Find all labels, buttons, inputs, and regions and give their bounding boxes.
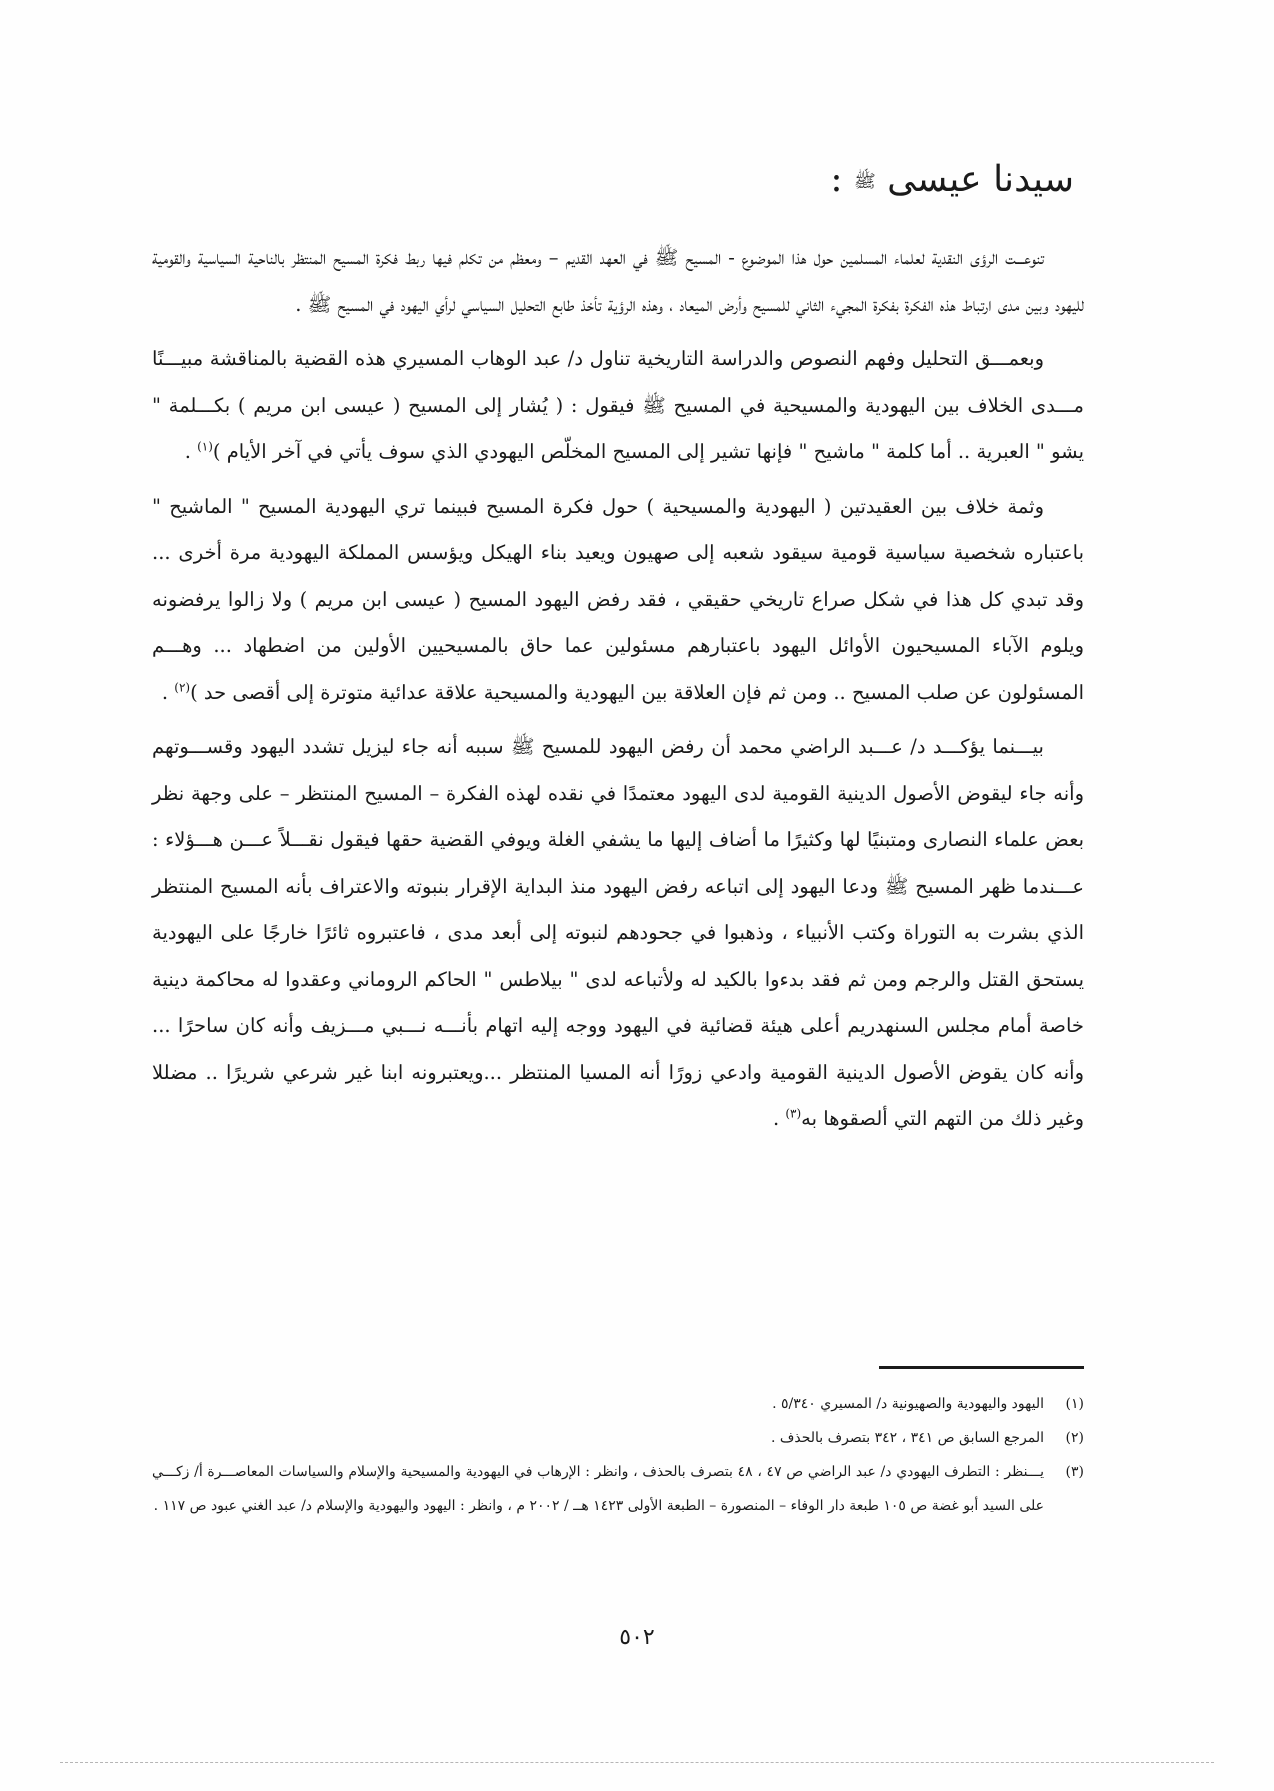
paragraph-2-text: وبعمـــق التحليل وفهم النصوص والدراسة التاريخية تناول د/ عبد الوهاب المسيري هذه القضية بالمناقشة مبيـــنًا مـــدى الخلاف بين اليهودية والمسيحية في المسيح ﷺ فيقول : ( يُشار إلى المسيح ( عيسى ابن مريم ) بكـــلمة " يشو " العبرية .. أما كلمة " ماشيح " فإنها تشير إلى المسيح المخلّص اليهودي الذي سوف يأتي في آخر الأيام ): [152, 347, 1084, 463]
heading-title: سيدنا عيسى: [887, 159, 1074, 200]
paragraph-3: [152, 484, 1084, 717]
footnote-number: (٢): [1065, 1430, 1084, 1446]
paragraph-4-text: بيـــنما يؤكـــد د/ عـــبد الراضي محمد أن رفض اليهود للمسيح ﷺ سببه أنه جاء ليزيل تشدد اليهود وقســـوتهم وأنه جاء ليقوض الأصول الدينية القومية لدى اليهود معتمدًا في نقده لهذه الفكرة – المسيح المنتظر – على وجهة نظر بعض علماء النصارى ومتبنيًا لها وكثيرًا ما أضاف إليها ما يشفي الغلة ويوفي القضية حقها فيقول نقـــلاً عـــن هـــؤلاء : عـــندما ظهر المسيح ﷺ ودعا اليهود إلى اتباعه رفض اليهود منذ البداية الإقرار بنبوته والاعتراف بأنه المسيح المنتظر الذي بشرت به التوراة وكتب الأنبياء ، وذهبوا في جحودهم لنبوته إلى أبعد مدى ، فاعتبروه ثائرًا خارجًا على اليهودية يستحق القتل والرجم ومن ثم فقد بدءوا بالكيد له ولأتباعه لدى " بيلاطس " الحاكم الروماني وعقدوا له محاكمة دينية خاصة أمام مجلس السنهدريم أعلى هيئة قضائية في اليهود ووجه إليه اتهام بأنـــه نـــبي مـــزيف وأنه كان ساحرًا ... وأنه كان يقوض الأصول الدينية القومية وادعي زورًا أنه المسيا المنتظر ...ويعتبرونه ابنا غير شرعي شريرًا .. مضللا وغير ذلك من التهم التي ألصقوها به: [152, 735, 1084, 1130]
paragraph-2-end: .: [184, 440, 198, 463]
footnote-divider: [879, 1366, 1084, 1369]
honorific-symbol: ﷺ: [853, 171, 876, 193]
footnote-number: (٣): [1065, 1464, 1084, 1480]
section-heading: [830, 158, 1074, 201]
page-number: ٥٠٢: [619, 1625, 655, 1650]
paragraph-2: [152, 336, 1084, 476]
footnote-text: المرجع السابق ص ٣٤١ ، ٣٤٢ بتصرف بالحذف .: [770, 1430, 1044, 1446]
footnote-3: [152, 1455, 1084, 1523]
scan-edge-marks: [60, 1762, 1214, 1763]
footnote-text: اليهود واليهودية والصهيونية د/ المسيري ٥/٣٤٠ .: [772, 1396, 1044, 1412]
footnote-text: يـــنظر : التطرف اليهودي د/ عبد الراضي ص ٤٧ ، ٤٨ بتصرف بالحذف ، وانظر : الإرهاب في اليهودية والمسيحية والإسلام والسياسات المعاصـــرة أ/ زكـــي على السيد أبو غضة ص ١٠٥ طبعة دار الوفاء – المنصورة – الطبعة الأولى ١٤٢٣ هــ / ٢٠٠٢ م ، وانظر : اليهود واليهودية والإسلام د/ عبد الغني عبود ص ١١٧ .: [152, 1464, 1045, 1514]
paragraph-1-text: تنوعـــت الرؤى النقدية لعلماء المسلمين حول هذا الموضوع - المسيح ﷺ في العهد القديم – ومعظم من تكلم فيها ربط فكرة المسيح المنتظر بالناحية السياسية والقومية لليهود وبين مدى ارتباط هذه الفكرة بفكرة المجيء الثاني للمسيح وأرض الميعاد ، وهذه الرؤية تأخذ طابع التحليل السياسي لرأي اليهود في المسيح ﷺ .: [152, 246, 1084, 316]
paragraph-4: [152, 724, 1084, 1143]
paragraph-3-text: وثمة خلاف بين العقيدتين ( اليهودية والمسيحية ) حول فكرة المسيح فبينما تري اليهودية المسيح " الماشيح " باعتباره شخصية سياسية قومية سيقود شعبه إلى صهيون ويعيد بناء الهيكل ويؤسس المملكة اليهودية مرة أخرى ... وقد تبدي كل هذا في شكل صراع تاريخي حقيقي ، فقد رفض اليهود المسيح ( عيسى ابن مريم ) ولا زالوا يرفضونه ويلوم الآباء المسيحيون الأوائل اليهود باعتبارهم مسئولين عما حاق بالمسيحيين الأولين من اضطهاد ... وهـــم المسئولون عن صلب المسيح .. ومن ثم فإن العلاقة بين اليهودية والمسيحية علاقة عدائية متوترة إلى أقصى حد ): [152, 494, 1084, 704]
paragraph-3-end: .: [161, 680, 175, 704]
paragraph-4-end: .: [772, 1107, 786, 1130]
footnotes: [152, 1387, 1084, 1523]
heading-colon: :: [830, 159, 843, 200]
paragraph-1: [152, 235, 1084, 328]
footnote-2: [152, 1421, 1084, 1455]
footnote-ref-1[interactable]: (١): [197, 439, 213, 454]
body-text: [152, 235, 1084, 1149]
footnote-number: (١): [1065, 1396, 1084, 1412]
footnote-ref-2[interactable]: (٢): [174, 680, 191, 694]
footnote-ref-3[interactable]: (٣): [785, 1106, 802, 1121]
footnote-1: [152, 1387, 1084, 1421]
